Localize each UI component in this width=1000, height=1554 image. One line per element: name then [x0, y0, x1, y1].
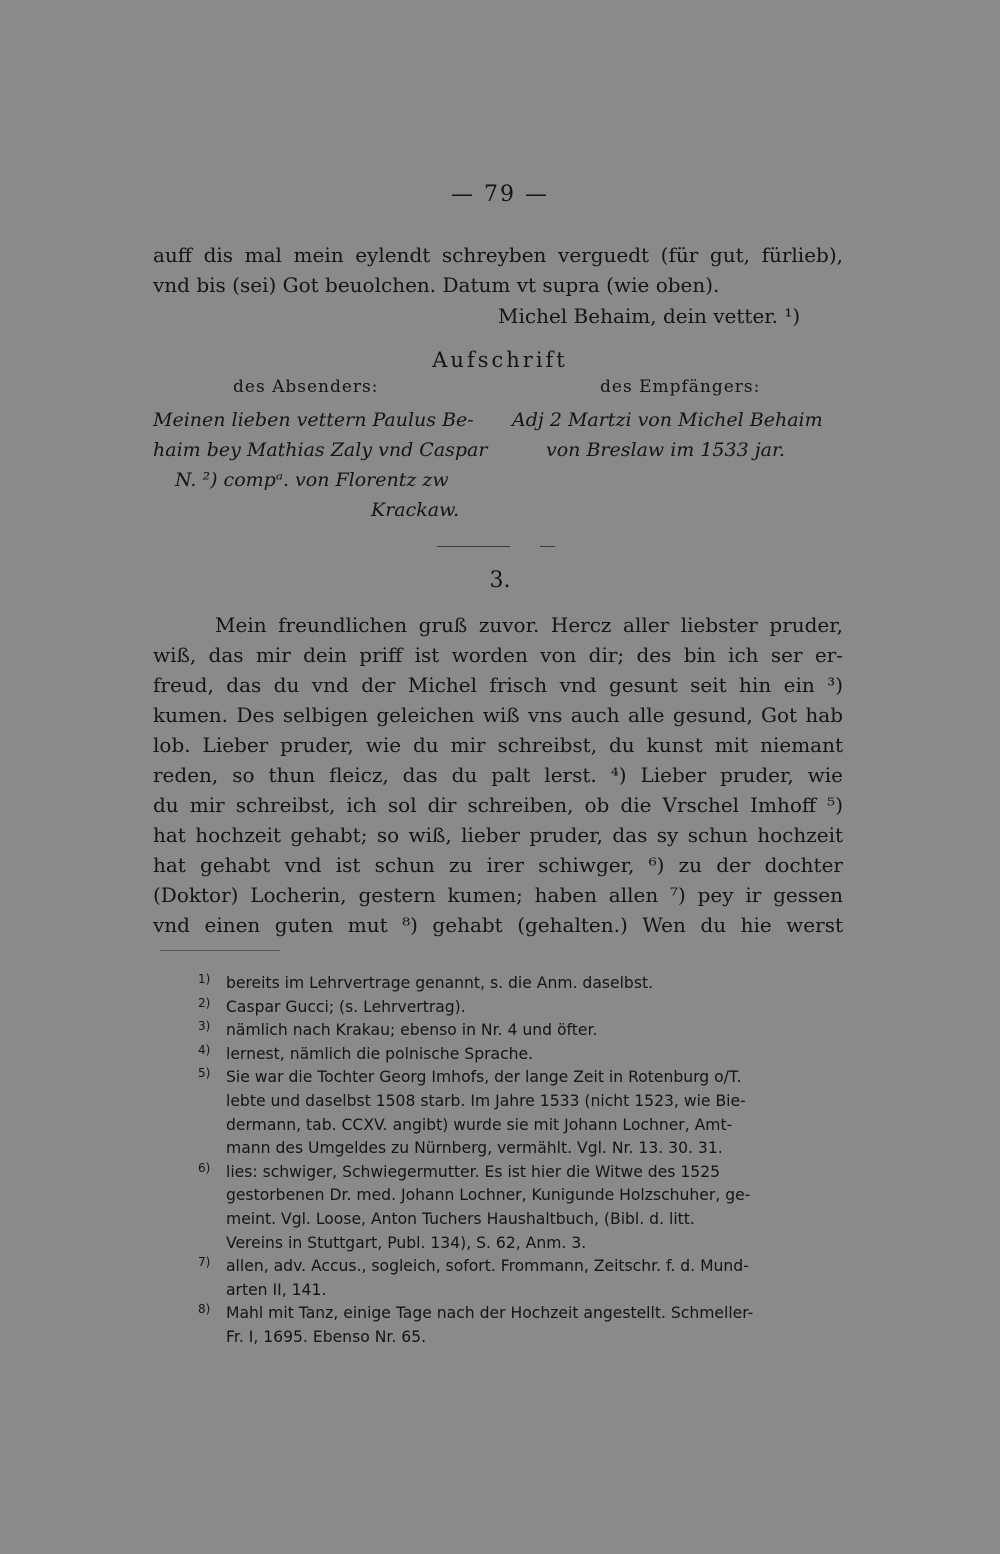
footnote-line: Vereins in Stuttgart, Publ. 134), S. 62, Anm. 3.	[226, 1233, 587, 1252]
footnote	[198, 1043, 850, 1067]
address-line: Krackaw.	[371, 499, 460, 521]
footnote-mark: 2)	[198, 995, 211, 1010]
letter-body	[153, 610, 843, 940]
footnote-line: bereits im Lehrvertrage genannt, s. die Anm. daselbst.	[226, 974, 654, 992]
sender-address	[153, 405, 488, 525]
footnote-separator	[160, 950, 280, 951]
address-line: haim bey Mathias Zaly vnd Caspar	[153, 439, 488, 461]
text-line: vnd einen guten mut ⁸) gehabt (gehalten.) Wen du hie werst	[153, 913, 843, 937]
footnote-mark: 4)	[198, 1042, 211, 1057]
footnote-line: Sie war die Tochter Georg Imhofs, der lange Zeit in Rotenburg o/T.	[226, 1068, 742, 1087]
footnote-mark: 1)	[198, 972, 211, 986]
text-line: reden, so thun fleicz, das du palt lerst. ⁴) Lieber pruder, wie	[153, 763, 843, 787]
footnote-mark: 7)	[198, 1255, 211, 1270]
footnote	[198, 1066, 850, 1160]
aufschrift-heading: Aufschrift	[432, 348, 568, 372]
footnote-line: nämlich nach Krakau; ebenso in Nr. 4 und öfter.	[226, 1021, 598, 1040]
footnote	[198, 1302, 850, 1349]
text-line: freud, das du vnd der Michel frisch vnd gesunt seit hin ein ³)	[153, 673, 843, 697]
text-line: lob. Lieber pruder, wie du mir schreibst, du kunst mit niemant	[153, 733, 843, 757]
footnote	[198, 1019, 850, 1043]
footnote-line: lernest, nämlich die polnische Sprache.	[226, 1044, 534, 1063]
footnote-mark: 8)	[198, 1302, 211, 1317]
footnote-mark: 3)	[198, 1019, 211, 1034]
footnote-mark: 5)	[198, 1066, 211, 1081]
text-line: hat hochzeit gehabt; so wiß, lieber pruder, das sy schun hochzeit	[153, 823, 843, 847]
recipient-label: des Empfängers:	[600, 377, 761, 397]
footnote-line: dermann, tab. CCXV. angibt) wurde sie mit Johann Lochner, Amt-	[226, 1115, 733, 1134]
footnote-line: Caspar Gucci; (s. Lehrvertrag).	[226, 997, 466, 1016]
sender-label: des Absenders:	[233, 377, 379, 397]
address-line: N. ²) compᵃ. von Florentz zw	[175, 469, 449, 491]
footnote-line: meint. Vgl. Loose, Anton Tuchers Haushaltbuch, (Bibl. d. litt.	[226, 1209, 695, 1228]
footnote-line: allen, adv. Accus., sogleich, sofort. Frommann, Zeitschr. f. d. Mund-	[226, 1257, 749, 1276]
footnote-line: arten II, 141.	[226, 1280, 327, 1299]
address-line: Adj 2 Martzi von Michel Behaim	[512, 409, 823, 431]
footnote-line: Mahl mit Tanz, einige Tage nach der Hochzeit angestellt. Schmeller-	[226, 1304, 754, 1323]
text-line: auff dis mal mein eylendt schreyben verguedt (für gut, fürlieb),	[153, 243, 843, 267]
footnotes	[198, 972, 850, 1350]
footnote	[198, 996, 850, 1020]
text-line: kumen. Des selbigen geleichen wiß vns auch alle gesund, Got hab	[153, 703, 843, 727]
footnote	[198, 1161, 850, 1255]
footnote-line: lebte und daselbst 1508 starb. Im Jahre 1533 (nicht 1523, wie Bie-	[226, 1091, 746, 1110]
section-number: 3.	[489, 568, 511, 593]
text-line: Mein freundlichen gruß zuvor. Hercz aller liebster pruder,	[215, 613, 843, 637]
text-line: wiß, das mir dein priff ist worden von dir; des bin ich ser er-	[153, 643, 843, 667]
footnote-line: gestorbenen Dr. med. Johann Lochner, Kunigunde Holzschuher, ge-	[226, 1186, 751, 1205]
footnote-line: Fr. I, 1695. Ebenso Nr. 65.	[226, 1327, 427, 1346]
footnote	[198, 1255, 850, 1302]
recipient-address	[512, 405, 842, 465]
text-line: (Doktor) Locherin, gestern kumen; haben allen ⁷) pey ir gessen	[153, 883, 843, 907]
text-line: hat gehabt vnd ist schun zu irer schiwger, ⁶) zu der dochter	[153, 853, 843, 877]
text-line: vnd bis (sei) Got beuolchen. Datum vt supra (wie oben).	[153, 273, 720, 297]
footnote-line: lies: schwiger, Schwiegermutter. Es ist hier die Witwe des 1525	[226, 1162, 721, 1181]
signature: Michel Behaim, dein vetter. ¹)	[498, 304, 801, 328]
page-number: — 79 —	[451, 182, 549, 207]
footnote-line: mann des Umgeldes zu Nürnberg, vermählt. Vgl. Nr. 13. 30. 31.	[226, 1139, 723, 1158]
letter-closing	[153, 240, 843, 300]
section-divider	[540, 546, 555, 547]
address-line: Meinen lieben vettern Paulus Be-	[153, 409, 474, 431]
text-line: du mir schreibst, ich sol dir schreiben, ob die Vrschel Imhoff ⁵)	[153, 793, 843, 817]
footnote-mark: 6)	[198, 1160, 211, 1175]
address-line: von Breslaw im 1533 jar.	[546, 439, 785, 461]
section-divider	[437, 546, 510, 547]
footnote	[198, 972, 850, 996]
